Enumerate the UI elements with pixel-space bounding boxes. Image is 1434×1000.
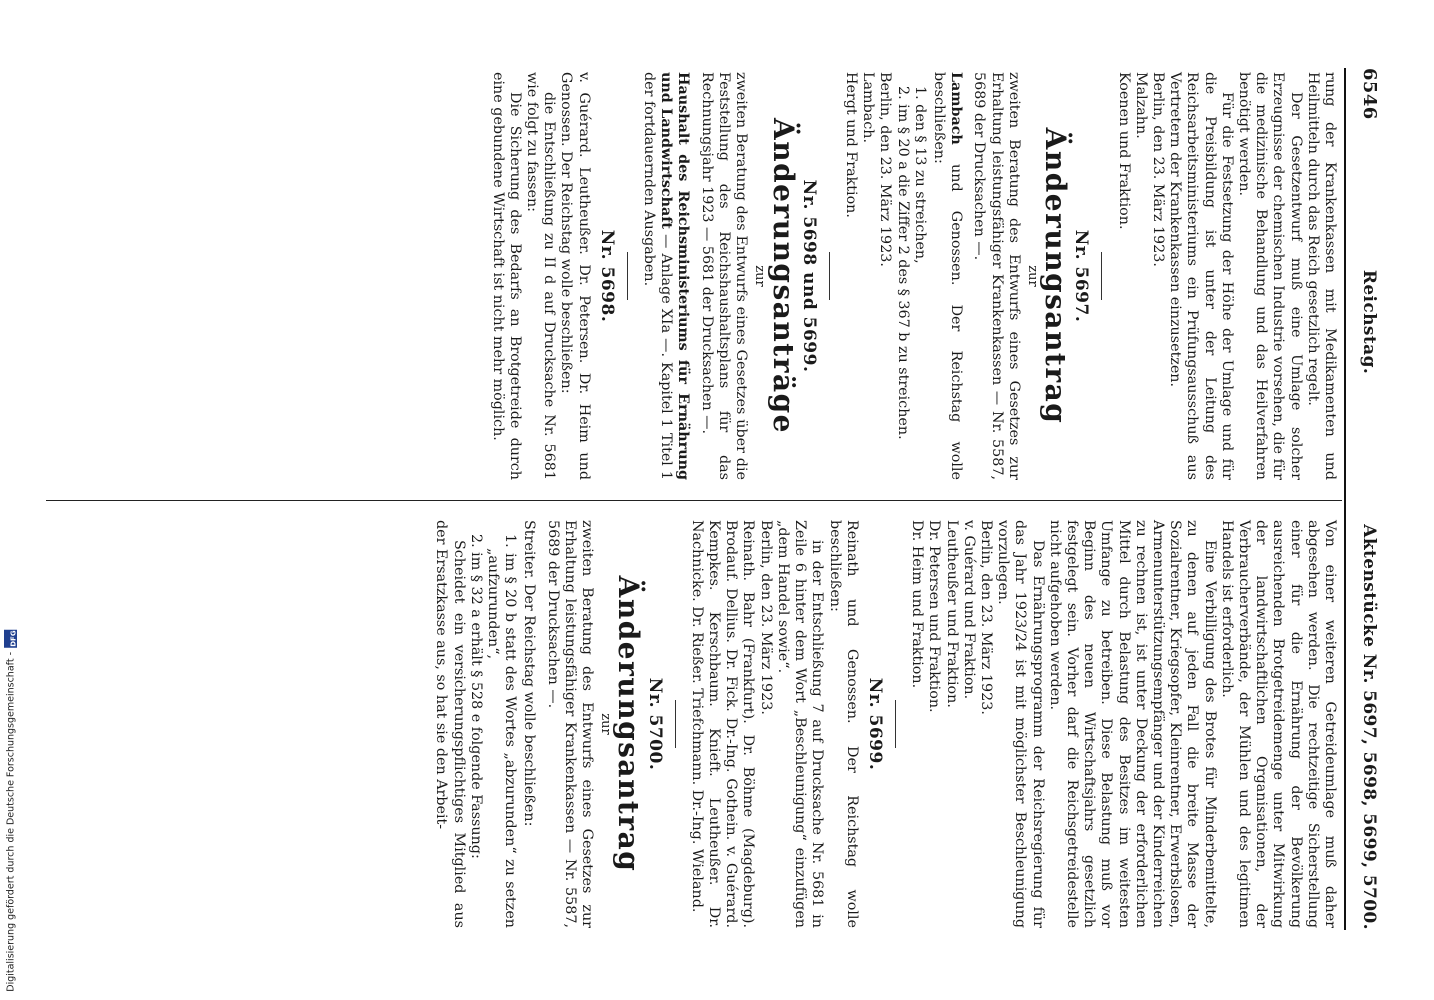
intro-signer-2: Koenen und Fraktion.: [1115, 72, 1132, 230]
motion-5697-subject: zweiten Beratung des Entwurfs eines Gesetzes zur Erhaltung leistungsfähiger Krankenkassen — Nr. 5587, 5689 der Drucksachen —.: [971, 72, 1022, 480]
right-signer-4: Dr. Heim und Fraktion.: [909, 520, 926, 689]
header-rule: [1344, 68, 1346, 930]
motion-5698-5699-subject: zweiten Beratung des Entwurfs eines Gesetzes über die Feststellung des Reichshaushaltsplans für das Rechnungsjahr 1923 — 5681 der Drucksachen —.: [698, 72, 750, 480]
section-divider: [895, 700, 896, 748]
motion-5699-movers: Reinath und Genossen. Der Reichstag wolle beschließen:: [826, 520, 860, 928]
digitization-credit: [4, 630, 18, 992]
motion-5699-text: in der Entschließung 7 auf Drucksache Nr. 5681 in Zeile 6 hinter dem Wort „Beschleunigung“ einzufügen „dem Handel sowie“.: [774, 520, 826, 928]
motion-5697-zur: zur: [1024, 265, 1040, 287]
intro-place-date: Berlin, den 23. März 1923.: [1149, 72, 1166, 267]
motion-5700-item-2: 2. im § 32 a erhält § 528 e folgende Fassung:: [467, 534, 484, 859]
column-divider: [46, 500, 1342, 501]
header-document-numbers: Aktenstücke Nr. 5697, 5698, 5699, 5700.: [1359, 524, 1379, 930]
motion-5697-signer-2: Hergt und Fraktion.: [842, 72, 859, 218]
right-signer-3: Dr. Petersen und Fraktion.: [926, 520, 943, 713]
continuation-paragraph-2: Eine Verbilligung des Brotes für Minderbemittelte, zu denen auf jeden Fall die breite Masse der Sozialrentner, Kriegsopfer, Kleinrentner, Erwerbslosen, Armenunterstützungsempfänger und der Kinderreichen zu rechnen ist, ist unter Deckung der erforderlichen Mittel durch Belastung des Besitzes im weitesten Umfange zu betreiben. Diese Belastung muß vor Beginn des neuen Wirtschaftsjahrs gesetzlich festgelegt sein. Vorher darf die Reichsgetreidestelle nicht aufgehoben werden.: [1046, 520, 1218, 928]
intro-signer-1: Malzahn.: [1132, 72, 1149, 139]
credit-text: Digitalisierung gefördert durch die Deutsche Forschungsgemeinschaft -: [5, 652, 17, 992]
dfg-logo: DFG: [5, 630, 18, 648]
motion-5700-item-1: 1. im § 20 b statt des Wortes „abzurunden“ zu setzen „aufzurunden“,: [485, 534, 519, 928]
section-divider: [675, 700, 676, 748]
intro-paragraph-1: rung der Krankenkassen mit Medikamenten und Heilmitteln durch das Reich gesetzlich regelt.: [1304, 72, 1338, 480]
motion-5697-place-date: Berlin, den 23. März 1923.: [877, 72, 894, 267]
motion-5700-movers: Streiter. Der Reichstag wolle beschließen:: [521, 520, 538, 827]
motion-5698-5699-section-title: Haushalt des Reichsministeriums für Ernährung und Landwirtschaft: [658, 72, 692, 480]
motion-5700-zur: zur: [598, 713, 614, 735]
intro-paragraph-2: Der Gesetzentwurf muß eine Umlage solcher Erzeugnisse der chemischen Industrie vorsehen, die für die medizinische Behandlung und das Heilverfahren benötigt werden.: [1235, 72, 1304, 480]
right-signer-1: v. Guérard und Fraktion.: [960, 520, 977, 700]
motion-5697-number: Nr. 5697.: [1071, 229, 1092, 323]
motion-5700-items: [467, 520, 519, 928]
motion-5697-movers: [930, 72, 964, 480]
page-number: 6546: [1359, 68, 1380, 120]
motion-5697-items: [893, 72, 927, 480]
motion-5698-5699-section: [640, 72, 692, 480]
motion-5697-item-1: 1. den § 13 zu streichen,: [911, 86, 928, 264]
motion-5698-5699-title: Änderungsanträge: [766, 117, 800, 434]
left-column: [488, 72, 1338, 480]
continuation-paragraph-1: Von einer weiteren Getreideumlage muß daher abgesehen werden. Die rechtzeitige Sicherstellung einer für die Ernährung der Bevölkerung ausreichenden Brotgetreidemenge unter Mitwirkung der landwirtschaftlichen Organisationen, der Verbraucherverbände, der Mühlen und des legitimen Handels ist erforderlich.: [1218, 520, 1338, 928]
header-title: Reichstag.: [1359, 269, 1379, 375]
section-divider: [829, 252, 830, 300]
motion-5697-item-2: 2. im § 20 a die Ziffer 2 des § 367 b zu streichen.: [894, 86, 911, 440]
motion-5698-entschliessung: die Entschließung zu II d auf Drucksache Nr. 5681 wie folgt zu fassen:: [524, 72, 558, 480]
motion-5700-text: Scheidet ein versicherungspflichtiges Mitglied aus der Ersatzkasse aus, so hat sie den Arbeit-: [433, 520, 467, 928]
section-divider: [627, 252, 628, 300]
motion-5698-5699-number: Nr. 5698 und 5699.: [798, 179, 819, 373]
motion-5699-signers: Reinath. Bahr (Frankfurt). Dr. Böhme (Magdeburg). Brodauf. Dellius. Dr. Fick. Dr.-Ing. Gothein. v. Guérard. Kempkes. Kerschbaum. Knieft. Leutheußer. Dr. Nachnicke. Dr. Rießer. Triefchmann. Dr.-Ing. Wieland.: [688, 520, 757, 928]
motion-5700-number: Nr. 5700.: [644, 677, 665, 771]
continuation-paragraph-3: Das Ernährungsprogramm der Reichsregierung für das Jahr 1923/24 ist mit möglichster Beschleunigung vorzulegen.: [995, 520, 1046, 928]
motion-5697-signer-1: Lambach.: [860, 72, 877, 144]
motion-5699-place-date: Berlin, den 23. März 1923.: [757, 520, 774, 715]
intro-paragraph-3: Für die Festsetzung der Höhe der Umlage und für die Preisbildung ist unter der Leitung des Reichsarbeitsministeriums ein Prüfungsausschuß aus Vertretern der Krankenkassen einzusetzen.: [1167, 72, 1235, 480]
right-place-date: Berlin, den 23. März 1923.: [977, 520, 994, 715]
right-column: [432, 520, 1338, 928]
motion-5698-5699-section-rest: — Anlage XIa —. Kapitel 1 Titel 1 der fortdauernden Ausgaben.: [641, 72, 675, 481]
motion-5697-title: Änderungsantrag: [1039, 127, 1073, 425]
motion-5698-text: Die Sicherung des Bedarfs an Brotgetreide durch eine gebundene Wirtschaft ist nicht mehr möglich.: [489, 72, 523, 480]
motion-5697-movers-rest: und Genossen. Der Reichstag wolle beschließen:: [930, 72, 965, 480]
section-divider: [1101, 252, 1102, 300]
motion-5700-title: Änderungsantrag: [612, 575, 646, 873]
motion-5697-mover-name: Lambach: [948, 72, 965, 145]
motion-5700-subject: zweiten Beratung des Entwurfs eines Gesetzes zur Erhaltung leistungsfähiger Krankenkassen — Nr. 5587, 5689 der Drucksachen —.: [544, 520, 596, 928]
page-header: [1346, 68, 1380, 930]
motion-5698-movers: v. Guérard. Leutheußer. Dr. Petersen. Dr. Heim und Genossen. Der Reichstag wolle beschließen:: [558, 72, 592, 480]
motion-5698-5699-zur: zur: [752, 265, 768, 287]
right-signer-2: Leutheußer und Fraktion.: [943, 520, 960, 708]
motion-5699-number: Nr. 5699.: [864, 677, 885, 771]
motion-5698-number: Nr. 5698.: [596, 229, 617, 323]
